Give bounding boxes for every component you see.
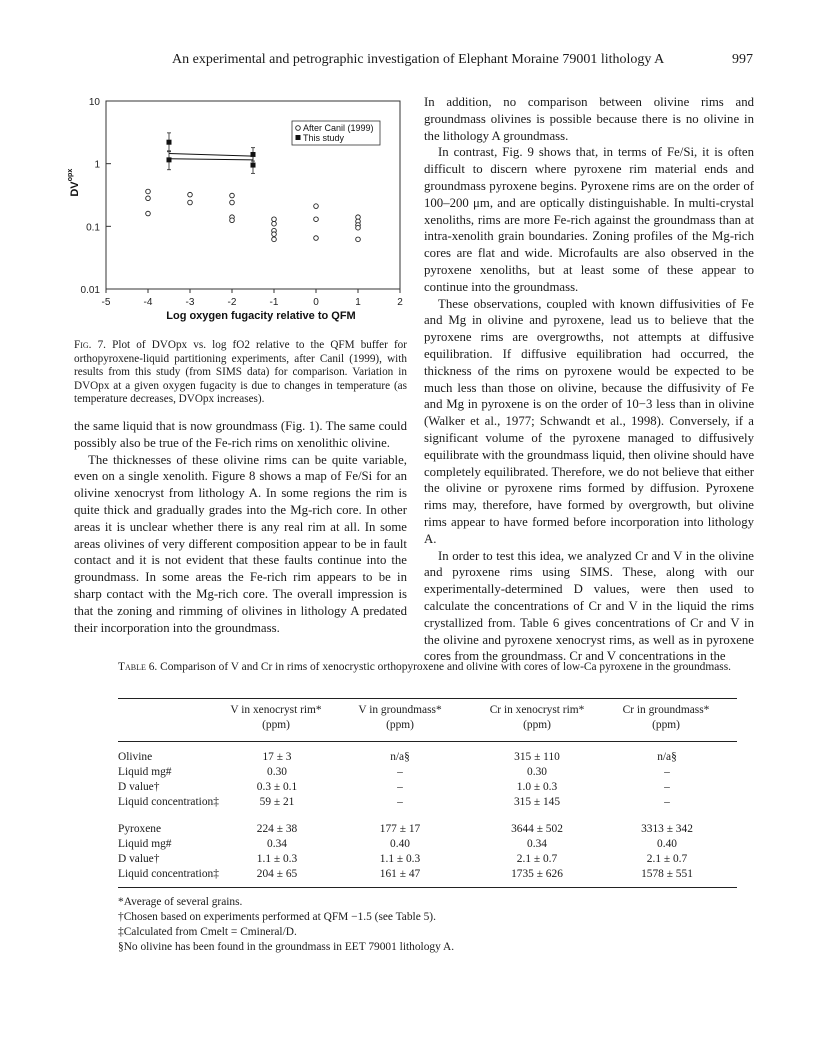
table-bottom-rule: [118, 887, 737, 888]
data-point-open-circle: [230, 200, 235, 205]
data-point-filled-square: [167, 157, 172, 162]
data-point-filled-square: [251, 163, 256, 168]
y-tick-label: 0.1: [86, 222, 100, 234]
x-tick-label: -4: [143, 297, 153, 308]
figure-caption: [74, 339, 407, 407]
scatter-chart: [64, 93, 410, 329]
x-tick-label: 0: [313, 297, 319, 308]
x-tick-label: 2: [397, 297, 403, 308]
table-caption-text: Comparison of V and Cr in rims of xenocrystic orthopyroxene and olivine with cores of low-Ca pyroxene in the groundmass.: [160, 661, 732, 673]
left-column: [74, 418, 407, 636]
table-row: Olivine 17 ± 3 n/a§ 315 ± 110 n/a§: [118, 751, 677, 763]
data-point-open-circle: [146, 196, 151, 201]
data-point-open-circle: [272, 237, 277, 242]
table-row: D value† 0.3 ± 0.1 – 1.0 ± 0.3 –: [118, 781, 670, 793]
legend-label: After Canil (1999): [303, 123, 374, 133]
table-top-rule: [118, 698, 737, 699]
table-row: Liquid concentration‡ 204 ± 65 161 ± 47 1735 ± 626 1578 ± 551: [118, 868, 693, 880]
data-point-open-circle: [188, 192, 193, 197]
data-point-filled-square: [167, 140, 172, 145]
running-title: An experimental and petrographic investigation of Elephant Moraine 79001 lithology A: [172, 52, 665, 67]
x-tick-label: -5: [101, 297, 111, 308]
data-point-open-circle: [356, 237, 361, 242]
paragraph: the same liquid that is now groundmass (Fig. 1). The same could possibly also be true of the Fe-rich rims on xenolithic olivine.: [74, 419, 407, 450]
fit-line: [169, 159, 253, 160]
table-row: Liquid mg# 0.34 0.40 0.34 0.40: [118, 838, 677, 850]
data-point-open-circle: [188, 200, 193, 205]
column-header: V in groundmass* (ppm): [358, 704, 442, 731]
x-tick-label: -1: [269, 297, 279, 308]
data-point-open-circle: [146, 211, 151, 216]
table-row: D value† 1.1 ± 0.3 1.1 ± 0.3 2.1 ± 0.7 2.1 ± 0.7: [118, 853, 688, 865]
paragraph: The thicknesses of these olivine rims can be quite variable, even on a single xenolith. Figure 8 shows a map of Fe/Si for an olivine xenocryst from lithology A. In some regions the rim is quite thick and gradually grades into the Mg-rich core. In other areas it is unclear whether there is any real rim at all. In some areas olivines of very different composition appear to be in fault contact and it is not evident that these faults continue into the groundmass. In some areas the Fe-rich rim appears to be in sharp contact with the Mg-rich core. The overall impression is that the zoning and rimming of olivines in lithology A predated their incorporation into the groundmass.: [74, 452, 407, 635]
data-point-open-circle: [314, 236, 319, 241]
column-header: V in xenocryst rim* (ppm): [230, 704, 322, 731]
figure-7: [64, 93, 410, 329]
footnote: *Average of several grains.: [118, 896, 243, 908]
table-caption: [118, 660, 758, 675]
x-tick-label: -2: [227, 297, 237, 308]
footnote: †Chosen based on experiments performed at QFM −1.5 (see Table 5).: [118, 911, 436, 923]
paragraph: In order to test this idea, we analyzed Cr and V in the olivine and pyroxene rims using SIMS. These, along with our experimentally-determined D values, were then used to calculate the concentrations of Cr and V in the liquid the rims crystallized from. Table 6 gives concentrations of Cr and V in the olivine and pyroxene xenocryst rims, as well as in pyroxene cores from the groundmass. Cr and V concentrations in the: [424, 548, 754, 664]
table-row: Liquid mg# 0.30 – 0.30 –: [118, 766, 670, 778]
x-axis-label: Log oxygen fugacity relative to QFM: [166, 310, 356, 322]
legend-marker-open-circle: [296, 126, 301, 131]
y-tick-label: 1: [94, 159, 100, 171]
paragraph: In contrast, Fig. 9 shows that, in terms of Fe/Si, it is often difficult to discern where pyroxene rim material ends and groundmass pyroxene begins. Pyroxene rims are on the order of 100–200 μm, and are optically distinguishable. In multi-crystal xenoliths, rims are more Fe-rich against the groundmass than at intra-xenolith grain boundaries. Zoning profiles of the Mg-rich cores are flat and wide. Microfaults are also observed in the pyroxene xenoliths, but at least some of these appear to continue into the groundmass.: [424, 145, 754, 294]
footnote: ‡Calculated from Cmelt = Cmineral/D.: [118, 926, 297, 938]
figure-label: Fig. 7.: [74, 339, 106, 351]
x-tick-label: 1: [355, 297, 361, 308]
running-header: [0, 50, 816, 70]
data-point-open-circle: [314, 204, 319, 209]
y-tick-label: 10: [88, 97, 100, 108]
legend-label: This study: [303, 133, 345, 143]
legend-marker-filled-square: [296, 135, 301, 140]
y-tick-label: 0.01: [80, 285, 100, 296]
right-column: [424, 94, 754, 665]
footnote: §No olivine has been found in the groundmass in EET 79001 lithology A.: [118, 941, 455, 953]
figure-caption-text: Plot of DVOpx vs. log fO2 relative to the QFM buffer for orthopyroxene-liquid partitioning experiments, after Canil (1999), with results from this study (from SIMS data) for comparison. Variation in DVOpx at a given oxygen fugacity is due to changes in temperature (as temperature decreases, DVOpx increases).: [74, 339, 408, 406]
x-tick-label: -3: [185, 297, 195, 308]
data-point-open-circle: [146, 189, 151, 194]
column-header: Cr in xenocryst rim* (ppm): [489, 704, 585, 731]
table-footnotes: [118, 895, 737, 955]
page-number: 997: [732, 52, 753, 67]
y-axis-label-superscript: opx: [67, 168, 74, 182]
y-axis-label: DV: [69, 181, 81, 197]
table-row: Pyroxene 224 ± 38 177 ± 17 3644 ± 502 3313 ± 342: [118, 823, 693, 835]
data-point-open-circle: [314, 217, 319, 222]
paragraph: These observations, coupled with known diffusivities of Fe and Mg in olivine and pyroxene, lead us to believe that the pyroxene rims are overgrowths, not attempts at diffusive equilibration. If diffusive equilibration had occurred, the thickness of the rims on pyroxene would be expected to be much less than those on olivine, because the diffusivity of Fe and Mg in pyroxene is on the order of 10−3 less than in olivine (Walker et al., 1977; Schwandt et al., 1998). Conversely, if a significant volume of the pyroxene managed to diffusively equilibrate with the groundmass liquid, then olivine should have completely equilibrated. Therefore, we do not believe that either the olivine or pyroxene rims formed by diffusion. Pyroxene rims may, therefore, have formed by overgrowth, but olivine rims appear to have formed before incorporation into lithology A.: [424, 296, 754, 546]
data-point-open-circle: [230, 218, 235, 223]
data-point-open-circle: [356, 225, 361, 230]
data-point-open-circle: [272, 221, 277, 226]
table-header-rule: [118, 741, 737, 742]
table-label: Table 6.: [118, 661, 158, 673]
paragraph: In addition, no comparison between olivine rims and groundmass olivines is possible because there is no olivine in the lithology A groundmass.: [424, 95, 754, 143]
column-header: Cr in groundmass* (ppm): [622, 704, 710, 731]
data-point-open-circle: [272, 217, 277, 222]
data-point-open-circle: [272, 232, 277, 237]
fit-line: [169, 154, 253, 157]
data-point-open-circle: [230, 193, 235, 198]
table-row: Liquid concentration‡ 59 ± 21 – 315 ± 145 –: [118, 796, 670, 808]
